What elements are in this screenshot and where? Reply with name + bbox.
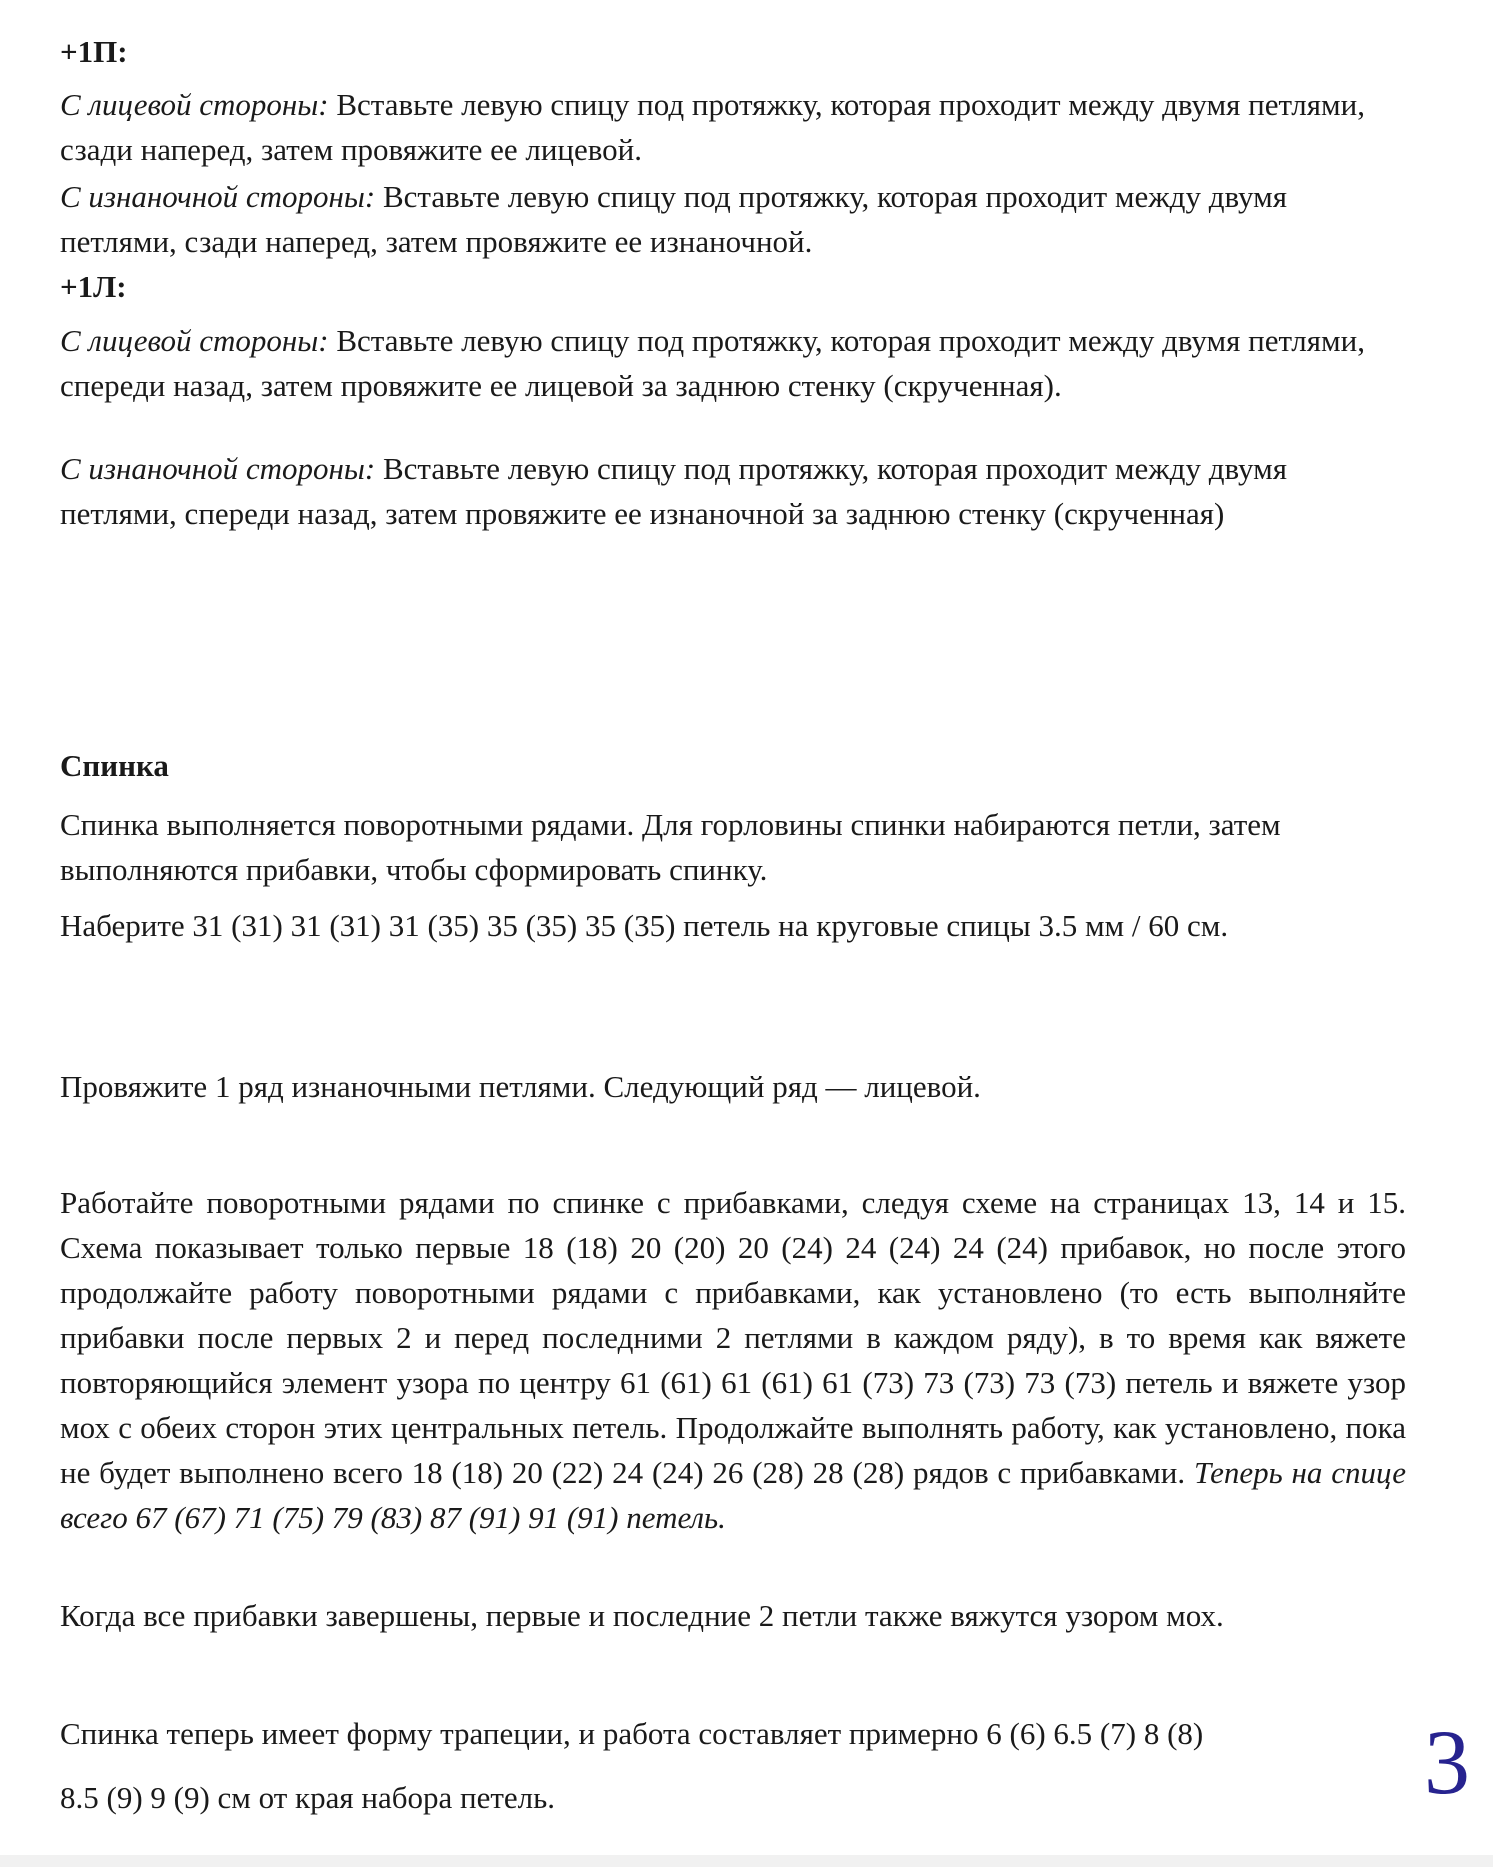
increase-1l-rs-text: Вставьте левую спицу под протяжку, которая проходит между двумя петлями, спереди назад, затем провяжите ее лицевой за заднюю стенку (скрученная). [60,323,1365,403]
increase-1p-rs-label: С лицевой стороны: [60,87,329,122]
increase-1p-ws-label: С изнаночной стороны: [60,179,376,214]
increase-1l-ws-text: Вставьте левую спицу под протяжку, которая проходит между двумя петлями, спереди назад, затем провяжите ее изнаночной за заднюю стенку (скрученная) [60,451,1288,531]
increase-1p-rs-text: Вставьте левую спицу под протяжку, которая проходит между двумя петлями, сзади наперед, затем провяжите ее лицевой. [60,87,1365,167]
increase-1l-rs-label: С лицевой стороны: [60,323,329,358]
back-work-text: Работайте поворотными рядами по спинке с прибавками, следуя схеме на страницах 13, 14 и 15. Схема показывает только первые 18 (18) 20 (20) 20 (24) 24 (24) 24 (24) прибавок, но после этого продолжайте работу поворотными рядами с прибавками, как установлено (то есть выполняйте прибавки после первых 2 и перед последними 2 петлями в каждом ряду), в то время как вяжете повторяющийся элемент узора по центру 61 (61) 61 (61) 61 (73) 73 (73) 73 (73) петель и вяжете узор мох с обеих сторон этих центральных петель. Продолжайте выполнять работу, как установлено, пока не будет выполнено всего 18 (18) 20 (22) 24 (24) 26 (28) 28 (28) рядов с прибавками. [60,1185,1406,1490]
increase-1l-rs-paragraph [60,318,1406,408]
back-section-heading: Спинка [60,748,169,783]
back-shape-line-1: Спинка теперь имеет форму трапеции, и работа составляет примерно 6 (6) 6.5 (7) 8 (8) [60,1716,1204,1751]
increase-1l-ws-label: С изнаночной стороны: [60,451,376,486]
increase-1p-ws-paragraph [60,174,1406,264]
back-cast-on-paragraph: Наберите 31 (31) 31 (31) 31 (35) 35 (35) 35 (35) петель на круговые спицы 3.5 мм / 60 см. [60,908,1229,943]
back-when-done-paragraph: Когда все прибавки завершены, первые и последние 2 петли также вяжутся узором мох. [60,1598,1224,1633]
back-work-paragraph [60,1180,1406,1540]
increase-1p-heading: +1П: [60,34,128,69]
back-shape-line-2: 8.5 (9) 9 (9) см от края набора петель. [60,1780,556,1815]
back-intro-paragraph: Спинка выполняется поворотными рядами. Для горловины спинки набираются петли, затем выполняются прибавки, чтобы сформировать спинку. [60,807,1281,887]
page-number: 3 [1424,1711,1470,1813]
back-first-row-paragraph: Провяжите 1 ряд изнаночными петлями. Следующий ряд — лицевой. [60,1069,981,1104]
increase-1p-rs-paragraph [60,82,1406,172]
increase-1l-heading: +1Л: [60,269,127,304]
increase-1p-ws-text: Вставьте левую спицу под протяжку, которая проходит между двумя петлями, сзади наперед, затем провяжите ее изнаночной. [60,179,1288,259]
increase-1l-ws-paragraph [60,446,1406,536]
back-stitch-count-note: Теперь на спице всего 67 (67) 71 (75) 79 (83) 87 (91) 91 (91) петель. [60,1455,1406,1535]
page-bottom-edge [0,1855,1493,1867]
